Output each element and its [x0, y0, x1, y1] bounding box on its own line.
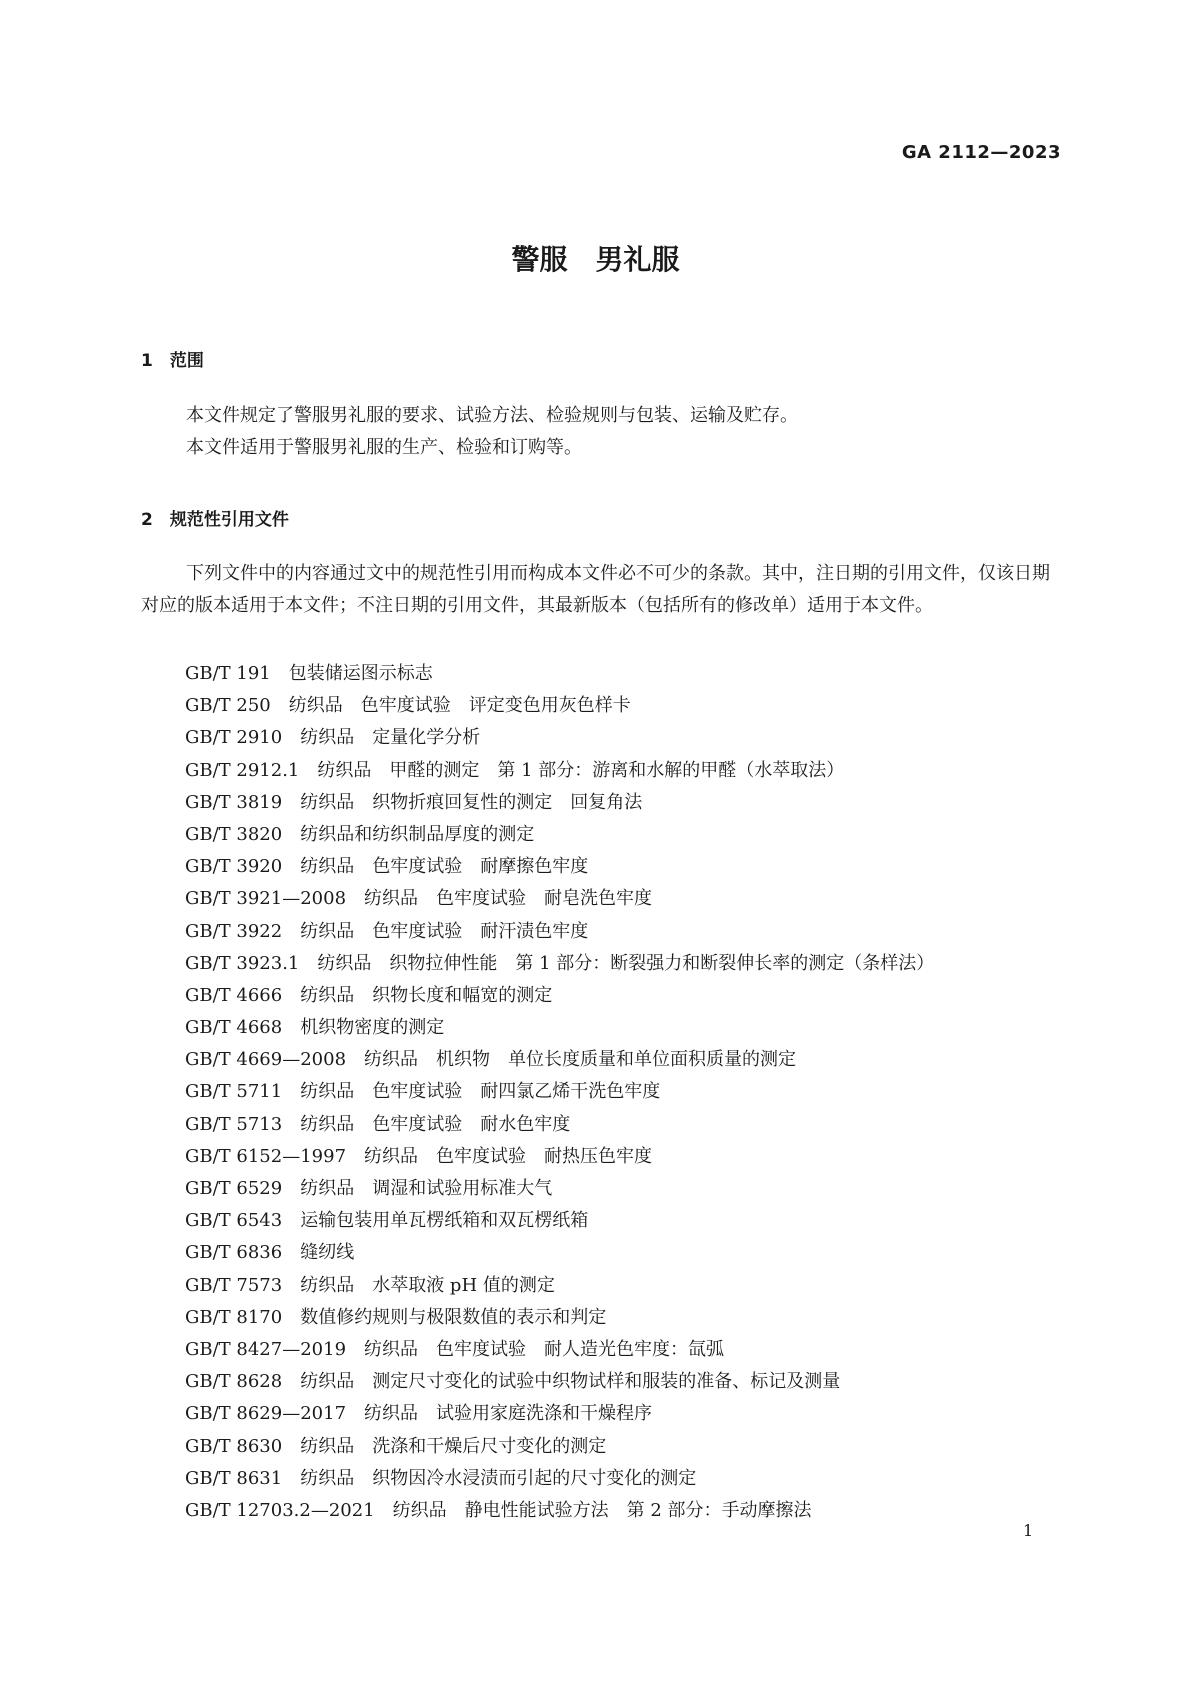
reference-item: GB/T 250 纺织品 色牢度试验 评定变色用灰色样卡 — [185, 695, 631, 717]
section-heading-scope: 1 范围 — [141, 351, 204, 371]
reference-item: GB/T 5711 纺织品 色牢度试验 耐四氯乙烯干洗色牢度 — [185, 1081, 661, 1103]
reference-item: GB/T 12703.2—2021 纺织品 静电性能试验方法 第 2 部分：手动摩擦法 — [185, 1499, 812, 1521]
reference-item: GB/T 6152—1997 纺织品 色牢度试验 耐热压色牢度 — [185, 1145, 653, 1167]
reference-item: GB/T 8427—2019 纺织品 色牢度试验 耐人造光色牢度：氙弧 — [185, 1338, 725, 1360]
reference-item: GB/T 3820 纺织品和纺织制品厚度的测定 — [185, 823, 535, 845]
reference-list — [185, 658, 934, 1527]
reference-item: GB/T 6543 运输包装用单瓦楞纸箱和双瓦楞纸箱 — [185, 1210, 589, 1232]
reference-item: GB/T 8630 纺织品 洗涤和干燥后尺寸变化的测定 — [185, 1435, 607, 1457]
references-intro-paragraph: 下列文件中的内容通过文中的规范性引用而构成本文件必不可少的条款。其中，注日期的引用文件，仅该日期对应的版本适用于本文件；不注日期的引用文件，其最新版本（包括所有的修改单）适用于本文件。 — [141, 563, 1050, 616]
reference-item: GB/T 4666 纺织品 织物长度和幅宽的测定 — [185, 984, 553, 1006]
reference-item: GB/T 3920 纺织品 色牢度试验 耐摩擦色牢度 — [185, 856, 589, 878]
reference-item: GB/T 3819 纺织品 织物折痕回复性的测定 回复角法 — [185, 791, 643, 813]
scope-paragraph: 本文件适用于警服男礼服的生产、检验和订购等。 — [186, 437, 582, 458]
reference-item: GB/T 4668 机织物密度的测定 — [185, 1017, 445, 1039]
reference-item: GB/T 8631 纺织品 织物因冷水浸渍而引起的尺寸变化的测定 — [185, 1467, 697, 1489]
reference-item: GB/T 6529 纺织品 调湿和试验用标准大气 — [185, 1178, 553, 1199]
document-title: 警服 男礼服 — [511, 243, 680, 276]
reference-item: GB/T 6836 缝纫线 — [185, 1242, 355, 1264]
reference-item: GB/T 3921—2008 纺织品 色牢度试验 耐皂洗色牢度 — [185, 888, 653, 910]
reference-item: GB/T 2910 纺织品 定量化学分析 — [185, 727, 481, 749]
reference-item: GB/T 3922 纺织品 色牢度试验 耐汗渍色牢度 — [185, 920, 589, 942]
reference-item: GB/T 2912.1 纺织品 甲醛的测定 第 1 部分：游离和水解的甲醛（水萃取法） — [185, 759, 845, 781]
scope-paragraph: 本文件规定了警服男礼服的要求、试验方法、检验规则与包装、运输及贮存。 — [186, 405, 798, 426]
page-number: 1 — [1023, 1521, 1034, 1540]
reference-item: GB/T 8629—2017 纺织品 试验用家庭洗涤和干燥程序 — [185, 1403, 653, 1425]
reference-item: GB/T 5713 纺织品 色牢度试验 耐水色牢度 — [185, 1113, 571, 1135]
section-heading-normative-references: 2 规范性引用文件 — [141, 510, 289, 530]
reference-item: GB/T 3923.1 纺织品 织物拉伸性能 第 1 部分：断裂强力和断裂伸长率的测定（条样法） — [185, 952, 935, 974]
reference-item: GB/T 8170 数值修约规则与极限数值的表示和判定 — [185, 1306, 607, 1328]
reference-item: GB/T 8628 纺织品 测定尺寸变化的试验中织物试样和服装的准备、标记及测量 — [185, 1371, 841, 1393]
standard-code: GA 2112—2023 — [901, 142, 1061, 163]
reference-item: GB/T 191 包装储运图示标志 — [185, 663, 433, 684]
reference-item: GB/T 7573 纺织品 水萃取液 pH 值的测定 — [185, 1274, 555, 1296]
reference-item: GB/T 4669—2008 纺织品 机织物 单位长度质量和单位面积质量的测定 — [185, 1049, 797, 1071]
